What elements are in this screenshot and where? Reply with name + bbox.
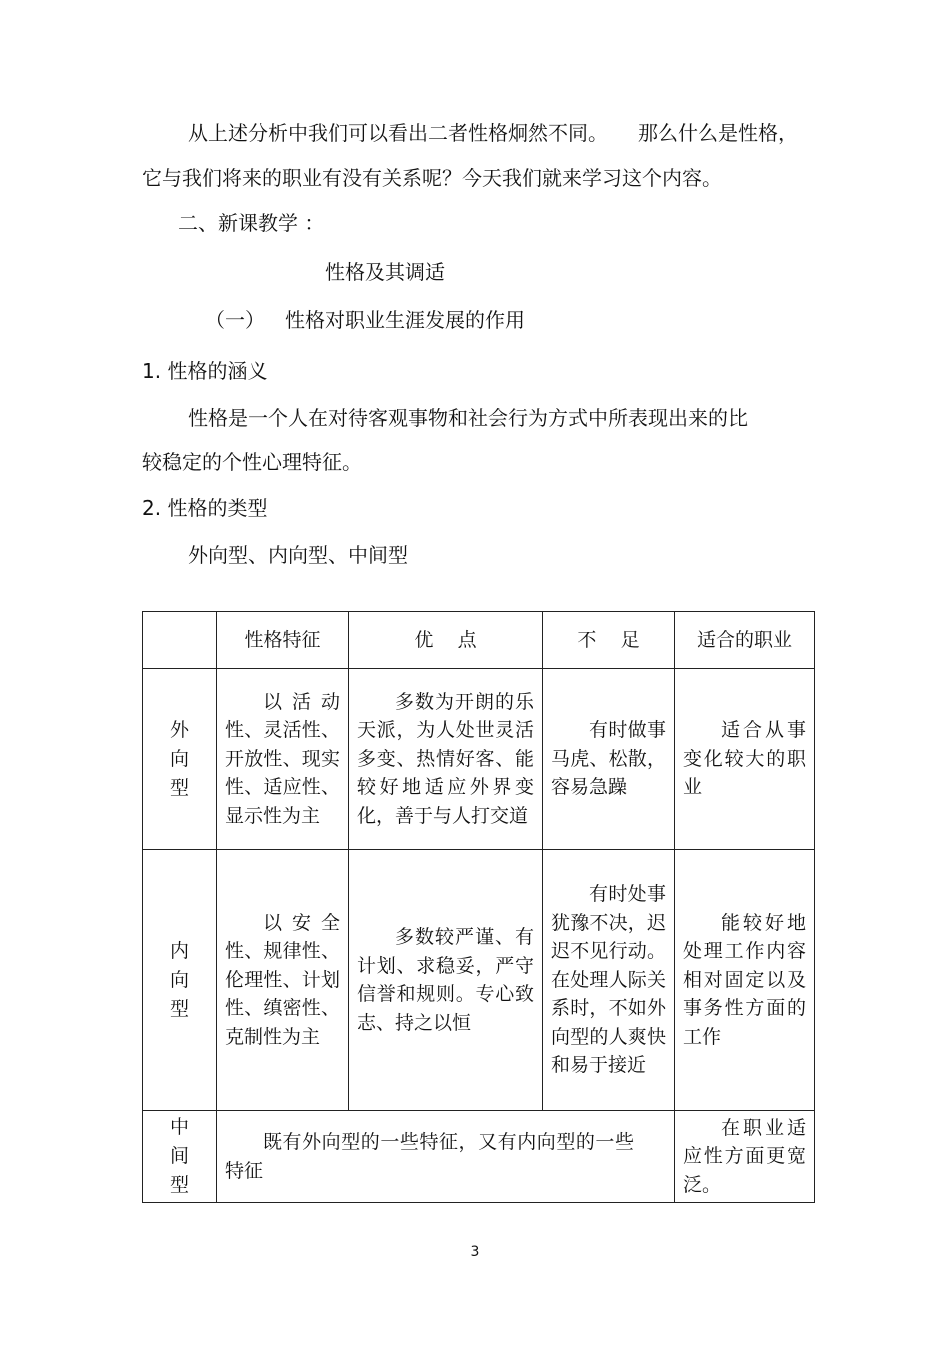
- intro-line-1: [188, 119, 798, 147]
- introvert-careers: 能较好地处理工作内容相对固定以及事务性方面的工作: [675, 850, 815, 1111]
- personality-table: [142, 611, 815, 1203]
- table-header-row: [143, 612, 815, 669]
- intro-sentence-2: 那么什么是性格，: [638, 121, 798, 145]
- ambivert-description: 既有外向型的一些特征，又有内向型的一些特征: [217, 1111, 675, 1203]
- lesson-title: 性格及其调适: [325, 260, 445, 284]
- extrovert-pros: 多数为开朗的乐天派，为人处世灵活多变、热情好客、能较好地适应外界变化，善于与人打交道: [349, 669, 543, 850]
- header-careers: 适合的职业: [675, 612, 815, 669]
- extrovert-traits: 以活动性、灵活性、开放性、现实性、适应性、显示性为主: [217, 669, 349, 850]
- page-number: 3: [470, 1244, 480, 1260]
- header-blank: [143, 612, 217, 669]
- header-cons: 不 足: [543, 612, 675, 669]
- intro-line-2: 它与我们将来的职业有没有关系呢？今天我们就来学习这个内容。: [142, 166, 722, 190]
- item2-types: 外向型、内向型、中间型: [188, 543, 408, 567]
- type-label-extrovert: 外 向 型: [143, 669, 217, 850]
- table-row-extrovert: [143, 669, 815, 850]
- item1-heading: 1. 性格的涵义: [142, 359, 268, 383]
- type-label-introvert: 内 向 型: [143, 850, 217, 1111]
- intro-sentence-1: 从上述分析中我们可以看出二者性格炯然不同。: [188, 121, 608, 145]
- table-row-introvert: [143, 850, 815, 1111]
- item1-text-line-2: 较稳定的个性心理特征。: [142, 450, 362, 474]
- table-row-ambivert: [143, 1111, 815, 1203]
- subsection-number: （一）: [205, 308, 265, 332]
- type-label-ambivert: 中 间 型: [143, 1111, 217, 1203]
- ambivert-careers: 在职业适应性方面更宽泛。: [675, 1111, 815, 1203]
- extrovert-careers: 适合从事变化较大的职业: [675, 669, 815, 850]
- item2-heading: 2. 性格的类型: [142, 496, 268, 520]
- item1-text-line-1: 性格是一个人在对待客观事物和社会行为方式中所表现出来的比: [188, 406, 748, 430]
- introvert-traits: 以安全性、规律性、伦理性、计划性、缜密性、克制性为主: [217, 850, 349, 1111]
- subsection-title: 性格对职业生涯发展的作用: [285, 308, 525, 332]
- subsection-heading: [205, 306, 525, 334]
- introvert-cons: 有时处事犹豫不决，迟迟不见行动。在处理人际关系时，不如外向型的人爽快和易于接近: [543, 850, 675, 1111]
- extrovert-cons: 有时做事马虎、松散，容易急躁: [543, 669, 675, 850]
- header-pros: 优 点: [349, 612, 543, 669]
- section-heading: 二、新课教学 ：: [178, 211, 325, 235]
- header-traits: 性格特征: [217, 612, 349, 669]
- introvert-pros: 多数较严谨、有计划、求稳妥，严守信誉和规则。专心致志、持之以恒: [349, 850, 543, 1111]
